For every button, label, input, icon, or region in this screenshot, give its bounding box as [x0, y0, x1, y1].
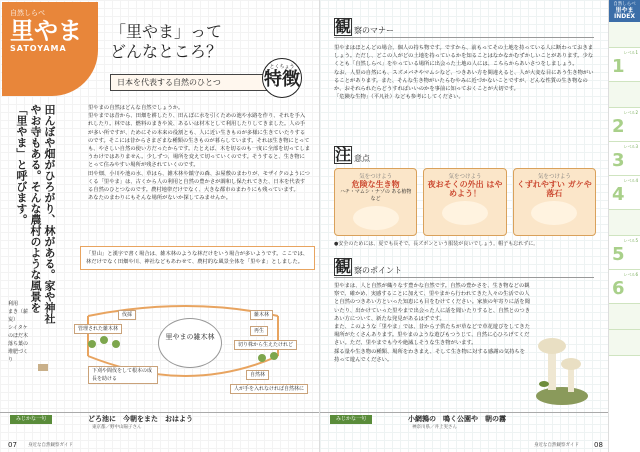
tree-icon [258, 354, 266, 362]
index-tab-sub[interactable] [609, 82, 640, 108]
house-icon [38, 364, 48, 371]
caution-card [423, 168, 506, 236]
index-title: 里やま [615, 7, 634, 14]
diagram-label: 下刈や間伐をして根本の成長を助ける [88, 366, 158, 384]
legend-item: 利用 [8, 301, 19, 307]
tab-number: 5 [612, 244, 625, 265]
haiku-bar [320, 412, 608, 430]
manners-paragraph: 里やまはほとんどの場合、個人の持ち物です。ですから、前もってその土地を持っている人に断わっておきましょう。ただし、どこの人がどの土地を持っているかを知ることはなかなかむずかしいことがあります。少なくとも「自然しらべ」をやっている場所に出会った土地の人には、こちらからあいさつをしましょう。 [334, 45, 594, 68]
badge-title: 里やま [10, 17, 82, 45]
tree-icon [88, 340, 96, 348]
index-tab-sub[interactable] [609, 330, 640, 356]
index-label: INDEX [614, 13, 635, 20]
index-kicker: 自然しらべ [613, 2, 636, 7]
vertical-intro: 田んぼや畑がひろがり、林がある。家や神社やお寺もある。そんな農村のような風景を「里やま」と呼びます。 [15, 104, 56, 324]
diagram-label: 自然林 [246, 370, 269, 380]
tab-number: 1 [612, 56, 625, 77]
body-paragraph: あなたのまわりにもそんな場所がないか探してみませんか。 [88, 195, 232, 202]
tree-icon [270, 352, 278, 360]
index-tab-level5[interactable] [609, 236, 640, 270]
haiku-text: どろ池に 今朝をまた おはよう [88, 415, 193, 423]
tab-number: 6 [612, 278, 625, 299]
haiku-tag: みじかな一句 [10, 415, 52, 424]
tab-label: レベル1 [623, 50, 638, 55]
points-head-char: 観 [335, 257, 352, 276]
index-tab-intro[interactable] [609, 22, 640, 48]
tree-icon [112, 340, 120, 348]
caution-head-rest: 意点 [354, 154, 370, 163]
tab-label: レベル3 [623, 144, 638, 149]
manners-paragraph: なお、人里の自然にも、スズメバチやマムシなど、つきあい方を間違えると、人が大変な目にあう生き物がいることがあります。また、そんな生き物がいたらむやみに近づかないことですが、どんな性質の生き物なのか、おそれられたらどうすればいいのかを事前に知っておくことが大切です。 [334, 69, 594, 93]
guide-title: 身近な自然観察ガイド [534, 443, 579, 448]
card-sub: ハチ・マムシ・ナゾの ある植物など [339, 189, 412, 202]
tab-label: レベル4 [623, 178, 638, 183]
tab-number: 4 [612, 184, 625, 205]
haiku-author: 神奈川県／井上実さん [412, 425, 457, 430]
manners-text [334, 44, 596, 101]
body-text [88, 104, 310, 202]
index-header [609, 0, 640, 22]
haiku-text: 小網鶉の 鳴く公園や 朝の霧 [408, 415, 506, 423]
diagram-label: 人が手を入れなければ自然林に [230, 384, 308, 394]
haiku-bar [0, 412, 320, 430]
page-number: 07 [8, 441, 17, 449]
guide-title: 身近な自然観察ガイド [28, 443, 73, 448]
card-top: 気をつけよう [537, 174, 571, 180]
haiku-tag: みじかな一句 [330, 415, 372, 424]
haiku-author: 東京都／野中山陽子さん [92, 425, 142, 430]
tree-icon [100, 336, 108, 344]
moon-illustration [442, 201, 488, 225]
diagram-label: 伐採 [118, 310, 136, 320]
diagram-center: 里やまの雑木林 [158, 318, 222, 368]
badge-kicker: 自然しらべ [10, 9, 45, 17]
badge-romaji: SATOYAMA [10, 44, 67, 53]
index-tabs [608, 0, 640, 452]
index-tab-level2[interactable] [609, 108, 640, 142]
caution-heading [334, 146, 394, 165]
index-tab-level3[interactable] [609, 142, 640, 176]
card-main: 危険な生き物 [351, 180, 400, 189]
caution-cards [334, 168, 596, 236]
card-top: 気をつけよう [359, 174, 393, 180]
body-paragraph: 里やまの自然はどんな自然でしょうか。 [88, 105, 184, 111]
index-tab-level1[interactable] [609, 48, 640, 82]
tab-number: 2 [612, 116, 625, 137]
tab-label: レベル5 [623, 238, 638, 243]
tab-label: レベル6 [623, 272, 638, 277]
card-main: 夜おそくの外出 はやめよう！ [427, 180, 503, 198]
manners-paragraph: 「危険な生物」（平凡社）なども参考にしてください。 [334, 94, 464, 101]
diagram-label: 管理された雑木林 [74, 324, 122, 334]
mushroom-illustration [534, 306, 590, 406]
feature-char: 特徴 [264, 69, 300, 90]
feature-circle [262, 58, 302, 98]
card-top: 気をつけよう [448, 174, 482, 180]
question-line1: 「里やま」って [110, 22, 223, 41]
feature-ruby: とくちょう [269, 64, 295, 70]
index-tab-sub[interactable] [609, 304, 640, 330]
satoyama-note: 「里山」と漢字で書く場合は、雑木林のような林だけをいう場合が多いようです。ここでは、林だけでなく田畑や川、神社などもあわせて、農村的な風景全体を「里やま」としました。 [80, 246, 315, 270]
card-main: くずれやすい ガケや落石 [516, 180, 592, 198]
points-paragraph: 採る量や生き物の種類、場所をわきまえ、そして生き物に対する感謝の気持ちを持って遊んでください。 [334, 348, 526, 363]
caution-head-char: 注 [335, 145, 352, 164]
question-line2: どんなところ？ [110, 42, 223, 61]
points-paragraph: 里やまは、人と自然が織りなす豊かな自然です。自然の豊かさを、生き物などの観察で、確かめ、実感することに加えて、里やまから行われてきた人々の生活での人と自然のつきあい方といった知恵にも目をむけてください。家族の年寄りに話を聞いたり、出かけていった里やまで出会った人に話を聞いたりすると、自然とのつきあい方について、新たな発見があるはずです。 [334, 283, 530, 322]
manners-head-char: 観 [335, 17, 352, 36]
right-page [320, 0, 640, 452]
points-head-rest: 察のポイント [354, 266, 402, 275]
index-tab-level6[interactable] [609, 270, 640, 304]
tab-number: 3 [612, 150, 625, 171]
caution-card [334, 168, 417, 236]
legend-item: シイタケのほだ木 [8, 325, 29, 339]
tab-label: レベル2 [623, 110, 638, 115]
manners-heading [334, 18, 594, 38]
index-tab-level4[interactable] [609, 176, 640, 210]
diagram-label: 再生 [250, 326, 268, 336]
index-tab-sub[interactable] [609, 210, 640, 236]
page-number: 08 [594, 441, 603, 449]
question-subtitle: 日本を代表する自然のひとつ [110, 74, 280, 91]
manners-head-rest: 察のマナー [354, 26, 394, 35]
diagram-label: 切り株から生えたけれど [234, 340, 297, 350]
points-paragraph: また、このような「里やま」では、昔から子供たちが草などで草花遊びをしてきた場所がたくさんあります。里やまのような遊びもつうじて、自然に心ひろげてください。ただ、里やまでも今や絶滅しそうな生き物がいます。 [334, 324, 530, 347]
points-text [334, 282, 530, 364]
points-heading [334, 258, 594, 278]
legend-item: まき（薪炭） [8, 309, 29, 323]
caution-note: ●安全のためには、夏でも長そで、長ズボンという服装が良いでしょう。帽子も忘れずに。 [334, 241, 539, 247]
left-footer [0, 412, 320, 452]
diagram-label: 雑木林 [250, 310, 273, 320]
right-footer [320, 412, 608, 452]
cliff-illustration [531, 201, 577, 225]
cycle-diagram [28, 296, 318, 406]
body-paragraph: 里やまでは昔から、田畑を耕したり、田んぼに水を引くための池や水路を作り、それを手入れしたり。林では、燃料のまきや炭、あるいは材木として利用したりしてきました。人の手が多い所ですが、ためにその本来の役割とも、人に近い生きものが多様に生きていたりするのです。そこには昔からさまざまな種類の生きものが暮らしています。それは生き物にとっても、やさしい自然の使い方だったからです。たとえば、木を切るのも一度に全部を切ってしまうわけではありません。少しずつ、場所を変えて切っていくのです。そうすると、生き物にとって住みやすい場所が残されていくのです。 [88, 113, 310, 169]
caution-card [513, 168, 596, 236]
body-paragraph: 田や畑、小川や池の水、草はら、雑木林や鎮守の森、お屋敷のまわりが、モザイクのようにつくる「里やま」は、古くから人の利用と自然の豊かさが調和し保たれてきた、日本を代表する自然のひとつなのです。農村地帯だけでなく、大きな都市のまわりにも残っています。 [88, 170, 310, 194]
bee-illustration [353, 206, 399, 230]
title-badge [2, 2, 98, 96]
legend-item: 落ち葉の堆肥づくり [8, 341, 29, 363]
